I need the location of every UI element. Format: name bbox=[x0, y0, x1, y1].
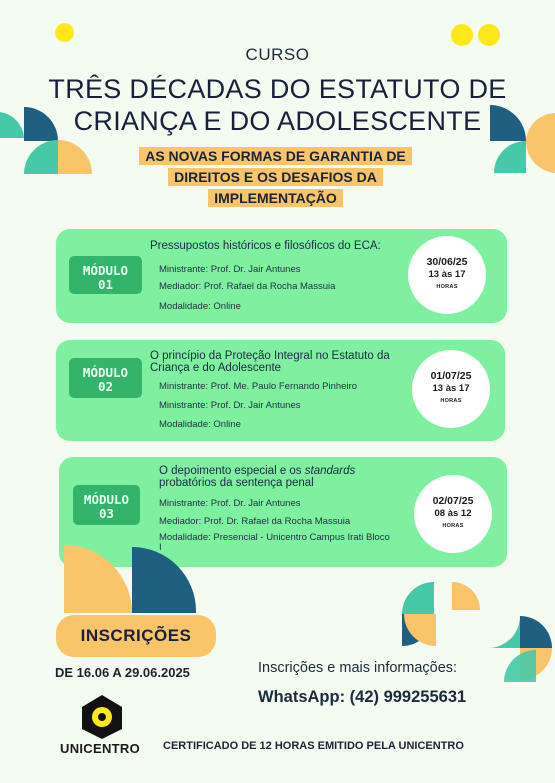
module-2-instructor-1: Ministrante: Prof. Me. Paulo Fernando Pinheiro bbox=[159, 381, 358, 392]
module-2-modality: Modalidade: Online bbox=[159, 419, 241, 430]
yellow-dot-right-2 bbox=[478, 24, 500, 46]
module-title-3 bbox=[159, 465, 404, 489]
module-1-date-badge bbox=[408, 236, 486, 314]
module-title-3-part-1: O depoimento especial e os bbox=[159, 465, 305, 477]
module-badge-number: 03 bbox=[98, 506, 115, 521]
module-3-hours-unit: HORAS bbox=[442, 523, 464, 529]
subtitle: AS NOVAS FORMAS DE GARANTIA DE DIREITOS E OS DESAFIOS DA IMPLEMENTAÇÃO bbox=[139, 147, 412, 207]
module-badge-label: MÓDULO bbox=[82, 263, 129, 278]
inscricoes-button[interactable]: INSCRIÇÕES bbox=[56, 615, 216, 657]
module-1-mediator: Mediador: Prof. Rafael da Rocha Massuia bbox=[159, 281, 336, 292]
module-1-hours-unit: HORAS bbox=[436, 284, 458, 290]
module-1-modality: Modalidade: Online bbox=[159, 301, 241, 312]
unicentro-logo-text: UNICENTRO bbox=[60, 741, 140, 756]
course-label: CURSO bbox=[245, 45, 310, 64]
module-title-2: O princípio da Proteção Integral no Estatuto da Criança e do Adolescente bbox=[150, 350, 390, 374]
page-title bbox=[0, 73, 555, 137]
module-badge-label: MÓDULO bbox=[83, 492, 130, 507]
module-badge-1 bbox=[69, 256, 142, 294]
module-3-date: 02/07/25 bbox=[432, 495, 474, 507]
unicentro-logo-icon bbox=[78, 693, 126, 741]
certificate-note: CERTIFICADO DE 12 HORAS EMITIDO PELA UNICENTRO bbox=[163, 740, 464, 752]
module-1-hours: 13 às 17 bbox=[428, 269, 466, 280]
module-badge-label: MÓDULO bbox=[82, 365, 129, 380]
module-badge-number: 01 bbox=[97, 277, 114, 292]
module-1-date: 30/06/25 bbox=[426, 256, 468, 268]
info-label: Inscrições e mais informações: bbox=[258, 660, 458, 676]
yellow-dot-right-1 bbox=[451, 24, 473, 46]
module-badge-number: 02 bbox=[97, 379, 114, 394]
module-title-1: Pressupostos históricos e filosóficos do ECA: bbox=[150, 240, 381, 252]
module-badge-2 bbox=[69, 358, 142, 398]
module-1-instructor: Ministrante: Prof. Dr. Jair Antunes bbox=[159, 264, 301, 275]
geometric-decoration-bottom-left bbox=[64, 543, 196, 613]
module-3-mediator: Mediador: Prof. Dr. Rafael da Rocha Massuia bbox=[159, 516, 351, 527]
module-title-3-emphasis: standards bbox=[304, 465, 356, 477]
title-line-2: CRIANÇA E DO ADOLESCENTE bbox=[73, 106, 482, 136]
subtitle-box bbox=[128, 146, 423, 209]
module-2-hours-unit: HORAS bbox=[440, 398, 462, 404]
whatsapp-contact[interactable]: WhatsApp: (42) 999255631 bbox=[258, 688, 467, 706]
module-2-hours: 13 às 17 bbox=[432, 383, 470, 394]
title-line-1: TRÊS DÉCADAS DO ESTATUTO DE bbox=[48, 74, 507, 104]
module-2-date: 01/07/25 bbox=[430, 370, 472, 382]
module-badge-3 bbox=[73, 485, 140, 525]
yellow-dot-left bbox=[55, 23, 74, 42]
module-3-modality: Modalidade: Presencial - Unicentro Campus Irati Bloco I bbox=[159, 532, 390, 553]
module-2-date-badge bbox=[412, 350, 490, 428]
module-title-3-part-2: probatórios da sentença penal bbox=[159, 477, 314, 489]
module-3-hours: 08 às 12 bbox=[434, 508, 472, 519]
module-2-instructor-2: Ministrante: Prof. Dr. Jair Antunes bbox=[159, 400, 301, 411]
registration-period: DE 16.06 A 29.06.2025 bbox=[55, 665, 190, 680]
module-3-instructor: Ministrante: Prof. Dr. Jair Antunes bbox=[159, 498, 301, 509]
module-3-date-badge bbox=[414, 475, 492, 553]
